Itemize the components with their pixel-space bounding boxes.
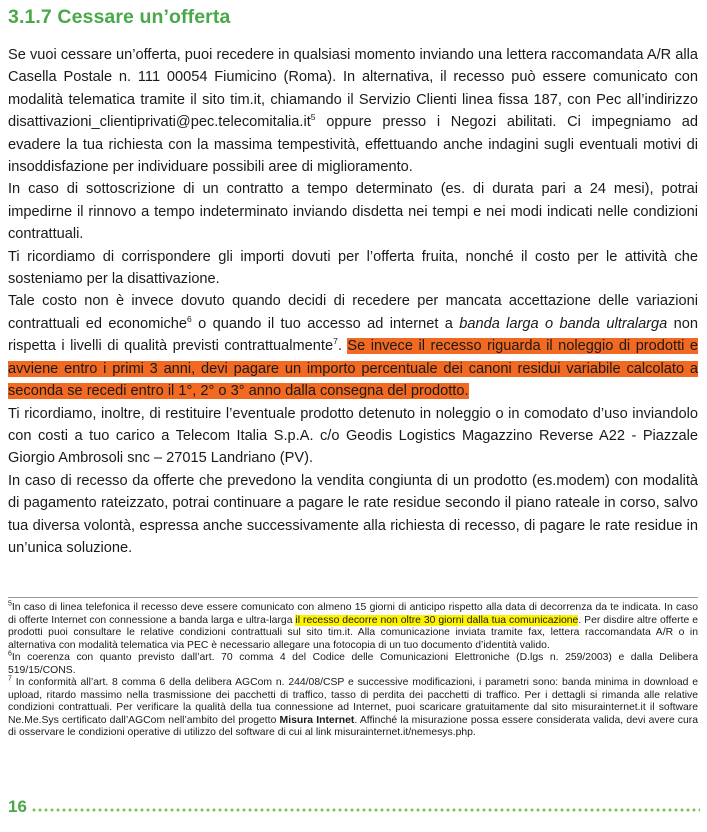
paragraph-rateizzato: In caso di recesso da offerte che prevedono la vendita congiunta di un prodotto (es.modem) con modalità di pagamento rateizzato, potrai continuare a pagare le rate residue secondo il piano rateale in corso, salvo tua diversa volontà, espressa anche successivamente alla richiesta di recesso, di pagare le rate residue in un’unica soluzione.	[8, 472, 698, 556]
highlighted-30-giorni-text: il recesso decorre non oltre 30 giorni dalla tua comunicazione	[295, 614, 579, 626]
paragraph-costo	[8, 290, 698, 402]
paragraph-text: Tale costo non è invece dovuto quando decidi di recedere per mancata accettazione delle variazioni contrattuali ed economiche	[8, 293, 698, 332]
dotted-rule	[31, 808, 700, 812]
paragraph-text: o quando il tuo accesso ad internet a	[191, 315, 460, 332]
page-number: 16	[8, 797, 27, 816]
footnote-text: In conformità all’art. 8 comma 6 della delibera AGCom n. 244/08/CSP e successive modificazioni, i parametri sono: banda minima in download e upload, ritardo massimo nella trasmissione dei pacchetti di traffico, tasso di perdita dei pacchetti di traffico. Per i dettagli si rimanda alle relative condizioni contrattuali. Per verificare la qualità della tua connessione ad Internet, puoi scaricare gratuitamente dal sito misurainternet.it il software Ne.Me.Sys certificato dall’AGCom nell’ambito del progetto	[8, 677, 698, 726]
footnotes	[8, 602, 698, 740]
footnote-number: 6	[8, 650, 12, 658]
footnote-number: 5	[8, 600, 12, 608]
paragraph-text: oppure presso i Negozi abilitati. Ci impegniamo ad evadere la tua richiesta con la massima tempestività, effettuando anche indagini sugli eventuali motivi di insoddisfazione per individuare possibili aree di miglioramento.	[8, 114, 698, 176]
paragraph-recesso	[8, 44, 698, 178]
italic-text: banda larga o banda ultralarga	[459, 315, 668, 332]
footnote-divider	[8, 597, 698, 598]
paragraph-text: .	[337, 338, 348, 355]
highlighted-noleggio-text: Se invece il recesso riguarda il noleggio di prodotti e avviene entro i primi 3 anni, devi pagare un importo percentuale dei canoni residui variabile calcolato a seconda se recedi entro il 1°, 2° o 3° anno dalla consegna del prodotto.	[8, 338, 698, 400]
body-text	[8, 44, 698, 559]
footnote-ref-7: 7	[333, 336, 338, 347]
footnote-number: 7	[8, 675, 12, 683]
footnote-text: . Per disdire altre offerte e prodotti puoi consultare le relative condizioni contrattuali sul sito tim.it. Alla comunicazione inviata tramite fax, lettera raccomandata A/R o in alternativa con modalità telematica via PEC è necessario allegare una fotocopia di un tuo documento d’identità valido.	[8, 614, 698, 651]
paragraph-importi: Ti ricordiamo di corrispondere gli importi dovuti per l’offerta fruita, nonché il costo per le attività che sosteniamo per la disattivazione.	[8, 248, 698, 288]
paragraph-text: Se vuoi cessare un’offerta, puoi recedere in qualsiasi momento inviando una lettera raccomandata A/R alla Casella Postale n. 111 00054 Fiumicino (Roma). In alternativa, il recesso può essere comunicato con modalità telematica tramite il sito tim.it, chiamando il Servizio Clienti linea fissa 187, con Pec all’indirizzo disattivazioni_clientiprivati@pec.telecomitalia.it	[8, 47, 698, 131]
footnote-text: . Affinché la misurazione possa essere considerata valida, devi avere cura di osservare le condizioni operative di utilizzo del software di cui al link misurainternet.it/nemesys.php.	[8, 714, 698, 739]
paragraph-text: non rispetta i livelli di qualità previsti contrattualmente	[8, 315, 698, 355]
section-title: 3.1.7 Cessare un’offerta	[8, 6, 231, 28]
footnote-ref-5: 5	[310, 112, 316, 123]
footnote-text: In caso di linea telefonica il recesso deve essere comunicato con almeno 15 giorni di anticipo rispetto alla data di decorrenza da te indicata. In caso di offerte Internet con connessione a banda larga e ultra-larga	[8, 602, 698, 626]
bold-text: Misura Internet	[279, 714, 355, 726]
paragraph-restituzione: Ti ricordiamo, inoltre, di restituire l’eventuale prodotto detenuto in noleggio o in comodato d’uso inviandolo con costi a tuo carico a Telecom Italia S.p.A. c/o Geodis Logistics Magazzino Reverse A22 - Piazzale Giorgio Ambrosoli snc – 27015 Landriano (PV).	[8, 405, 698, 467]
footnote-text: In coerenza con quanto previsto dall’art. 70 comma 4 del Codice delle Comunicazioni Elettroniche (D.lgs n. 259/2003) e dalla Delibera 519/15/CONS.	[8, 652, 698, 676]
footnote-5	[8, 602, 698, 652]
page-footer	[8, 796, 700, 818]
footnote-ref-6: 6	[187, 314, 192, 325]
footnote-7	[8, 677, 698, 740]
footnote-6	[8, 652, 698, 677]
paragraph-tempo-determinato: In caso di sottoscrizione di un contratto a tempo determinato (es. di durata pari a 24 mesi), potrai impedirne il rinnovo a tempo indeterminato inviando disdetta nei tempi e nei modi indicati nelle condizioni contrattuali.	[8, 181, 698, 243]
